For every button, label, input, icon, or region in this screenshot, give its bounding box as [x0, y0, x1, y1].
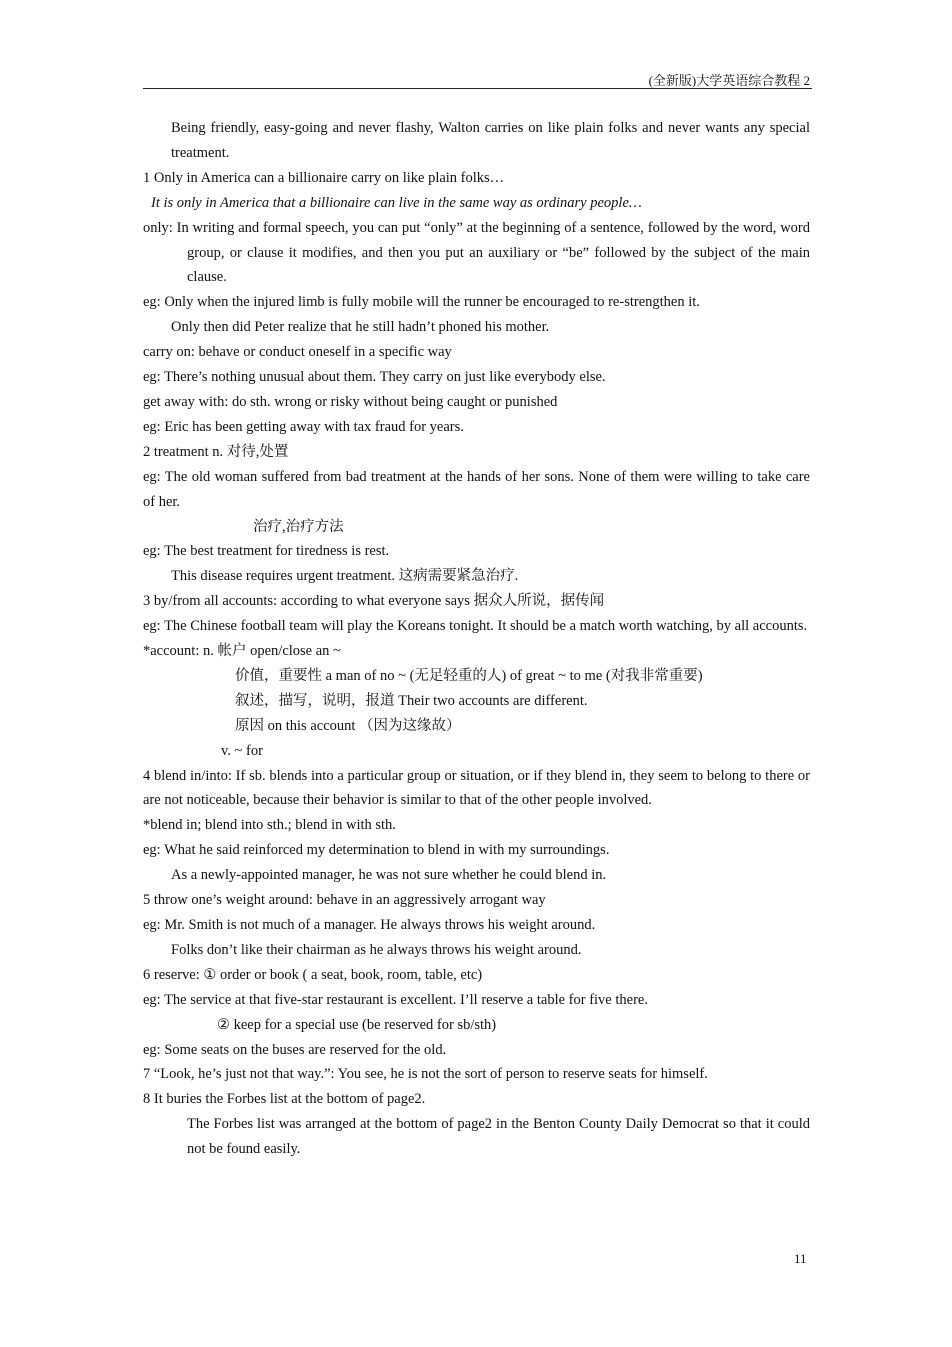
note-4: 4 blend in/into: If sb. blends into a particular group or situation, or if they blend in, they seem to belong to there or are not noticeable, because their behavior is similar to that of the other people involved. — [143, 767, 810, 809]
header-title: (全新版)大学英语综合教程 2 — [648, 73, 810, 88]
example-reserve-2: eg: Some seats on the buses are reserved for the old. — [143, 1041, 447, 1058]
example-reserve-1: eg: The service at that five-star restaurant is excellent. I’ll reserve a table for five there. — [143, 991, 648, 1008]
only-definition: only: In writing and formal speech, you can put “only” at the beginning of a sentence, followed by the word, word group, or clause it modifies, and then you put an auxiliary or “be” followed by the subject of the main clause. — [143, 219, 810, 286]
example-treatment-3: This disease requires urgent treatment. 这病需要紧急治疗. — [171, 568, 519, 585]
example-treatment-1: eg: The old woman suffered from bad treatment at the hands of her sons. None of them were willing to take care of her. — [143, 468, 810, 510]
blend-forms: *blend in; blend into sth.; blend in with sth. — [143, 817, 396, 834]
example-only-2: Only then did Peter realize that he still hadn’t phoned his mother. — [171, 319, 550, 336]
example-accounts: eg: The Chinese football team will play the Koreans tonight. It should be a match worth watching, by all accounts. — [143, 618, 808, 635]
example-throw-1: eg: Mr. Smith is not much of a manager. He always throws his weight around. — [143, 917, 596, 933]
note-1-paraphrase: It is only in America that a billionaire can live in the same way as ordinary people… — [151, 194, 642, 211]
page-content — [143, 116, 810, 1162]
note-1: 1 Only in America can a billionaire carry on like plain folks… — [143, 169, 505, 186]
note-2: 2 treatment n. 对待,处置 — [143, 443, 289, 460]
note-6: 6 reserve: ① order or book ( a seat, book, room, table, etc) — [143, 966, 483, 983]
page-number: 11 — [794, 1251, 807, 1266]
note-8: 8 It buries the Forbes list at the bottom of page2. — [143, 1091, 426, 1108]
intro-paragraph: Being friendly, easy-going and never flashy, Walton carries on like plain folks and never wants any special treatment. — [171, 120, 810, 161]
page-header — [143, 66, 812, 89]
note-3: 3 by/from all accounts: according to what everyone says 据众人所说，据传闻 — [143, 593, 605, 610]
carry-on-definition: carry on: behave or conduct oneself in a specific way — [143, 344, 452, 361]
account-value: 价值，重要性 a man of no ~ (无足轻重的人) of great ~ to me (对我非常重要) — [235, 667, 703, 684]
account-reason: 原因 on this account （因为这缘故） — [235, 717, 461, 734]
note-7: 7 “Look, he’s just not that way.”: You see, he is not the sort of person to reserve seats for himself. — [143, 1066, 708, 1083]
forbes-explanation: The Forbes list was arranged at the bottom of page2 in the Benton County Daily Democrat so that it could not be found easily. — [187, 1116, 810, 1158]
example-blend-2: As a newly-appointed manager, he was not sure whether he could blend in. — [171, 867, 607, 884]
get-away-definition: get away with: do sth. wrong or risky without being caught or punished — [143, 393, 558, 410]
account-description: 叙述，描写，说明，报道 Their two accounts are different. — [235, 692, 588, 709]
account-noun: *account: n. 帐户 open/close an ~ — [143, 643, 341, 660]
example-get-away: eg: Eric has been getting away with tax fraud for years. — [143, 418, 464, 435]
note-5: 5 throw one’s weight around: behave in an aggressively arrogant way — [143, 892, 546, 909]
account-verb: v. ~ for — [221, 742, 263, 759]
example-carry-on: eg: There’s nothing unusual about them. They carry on just like everybody else. — [143, 369, 606, 386]
example-treatment-2: eg: The best treatment for tiredness is rest. — [143, 543, 390, 560]
example-blend-1: eg: What he said reinforced my determination to blend in with my surroundings. — [143, 842, 610, 859]
treatment-meaning-2: 治疗,治疗方法 — [253, 518, 344, 535]
example-only-1: eg: Only when the injured limb is fully mobile will the runner be encouraged to re-strengthen it. — [143, 294, 700, 311]
example-throw-2: Folks don’t like their chairman as he always throws his weight around. — [171, 941, 582, 958]
reserve-meaning-2: ② keep for a special use (be reserved for sb/sth) — [217, 1016, 497, 1033]
